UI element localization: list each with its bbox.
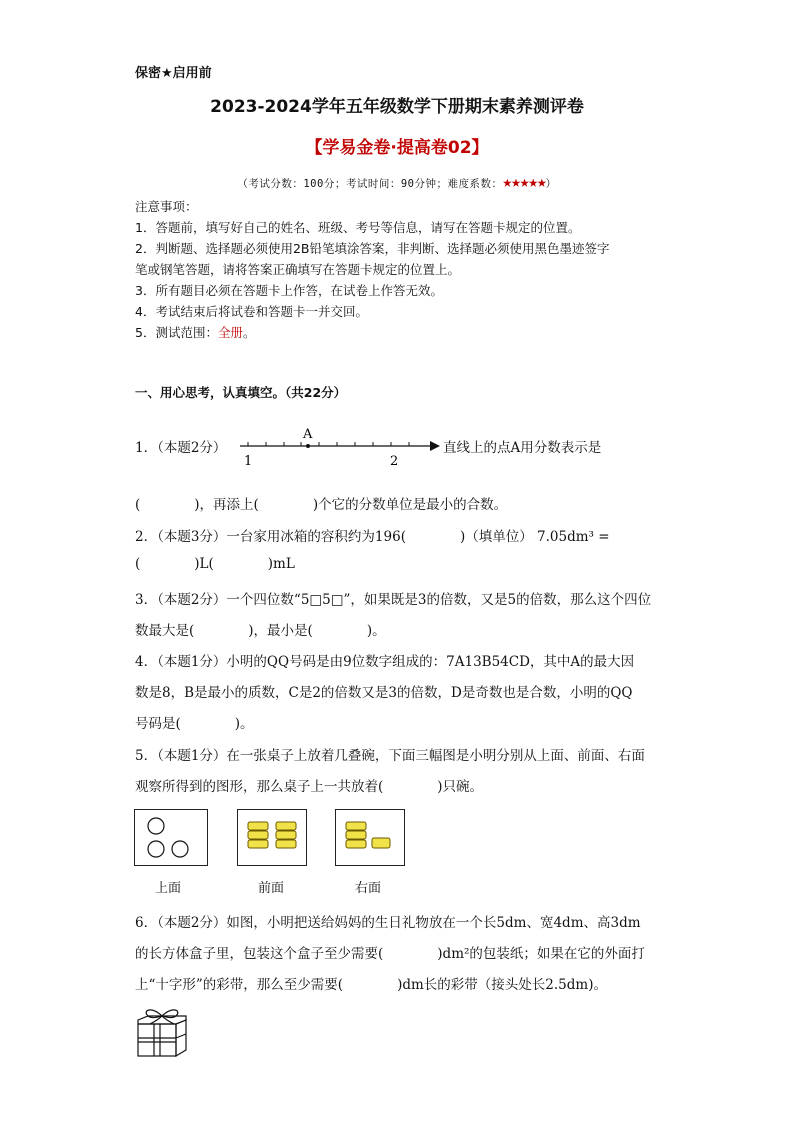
q6-text-end: )dm长的彩带（接头处长2.5dm)。 (397, 977, 607, 993)
top-view-figure (135, 810, 207, 865)
q2-line2 (135, 556, 295, 572)
exam-info-prefix: （考试分数：100分；考试时间：90分钟；难度系数： (237, 178, 503, 190)
tick-marks (248, 442, 409, 446)
front-view-figure (238, 810, 306, 865)
bowl-stack-left (248, 822, 268, 848)
notes-block (135, 196, 609, 343)
q3-text-end: )。 (366, 623, 386, 639)
note-item: 4．考试结束后将试卷和答题卡一并交回。 (135, 304, 368, 319)
exam-info (0, 172, 794, 191)
confidential-label: 保密★启用前 (135, 66, 212, 81)
q1-text: )，再添上( (194, 497, 259, 513)
note-item-scope (135, 322, 609, 343)
bowl-icon (372, 838, 390, 848)
note-item: 2．判断题、选择题必须使用2B铅笔填涂答案，非判断、选择题必须使用黑色墨迹签字 (135, 241, 610, 256)
bowl-icon (276, 822, 296, 830)
bowl-icon (276, 840, 296, 848)
note-item: 笔或钢笔答题，请将答案正确填写在答题卡规定的位置上。 (135, 262, 461, 277)
q6-text: )dm²的包装纸；如果在它的外面打 (437, 946, 645, 962)
bowl-icon (346, 822, 366, 830)
q4-line2: 数是8，B是最小的质数，C是2的倍数又是3的倍数，D是奇数也是合数，小明的QQ (135, 685, 633, 701)
q2-blank-open: ( (135, 556, 141, 572)
circle-icon (148, 841, 164, 857)
scope-label: 5．测试范围： (135, 325, 218, 340)
q2-line1 (135, 525, 610, 545)
bowl-icon (346, 840, 366, 848)
q4-line3 (135, 712, 254, 732)
q2-unit-ml: )mL (267, 556, 295, 572)
q1-line2 (135, 493, 507, 513)
scope-end: 。 (242, 325, 256, 340)
bowl-icon (248, 840, 268, 848)
difficulty-stars: ★★★★★ (502, 172, 546, 191)
tick-label-2: 2 (390, 454, 399, 469)
scope-value: 全册 (217, 325, 243, 340)
front-view-box (237, 809, 307, 866)
q1-blank-open: ( (135, 497, 141, 513)
q6-text: 上“十字形”的彩带，那么至少需要( (135, 977, 344, 993)
q5-text: 观察所得到的图形，那么桌子上一共放着( (135, 779, 384, 795)
q3-line1: 3．（本题2分）一个四位数“5□5□”，如果既是3的倍数，又是5的倍数，那么这个四位 (135, 592, 652, 608)
note-item: 1．答题前，填写好自己的姓名、班级、考号等信息，请写在答题卡规定的位置。 (135, 220, 581, 235)
gift-box-icon (134, 1004, 190, 1058)
q4-text-end: )。 (234, 716, 254, 732)
note-item: 3．所有题目必须在答题卡上作答，在试卷上作答无效。 (135, 283, 443, 298)
notes-heading: 注意事项： (135, 199, 198, 214)
caption-front-view: 前面 (258, 881, 285, 896)
q6-line1: 6．（本题2分）如图，小明把送给妈妈的生日礼物放在一个长5dm、宽4dm、高3dm (135, 915, 641, 931)
page-subtitle: 【学易金卷·提高卷02】 (305, 138, 489, 158)
q1-question-text: 直线上的点A用分数表示是 (443, 440, 602, 456)
caption-top-view: 上面 (155, 881, 182, 896)
q4-line1: 4．（本题1分）小明的QQ号码是由9位数字组成的：7A13B54CD，其中A的最大因 (135, 654, 635, 670)
top-view-box (134, 809, 208, 866)
q3-line2 (135, 619, 386, 639)
right-view-box (335, 809, 405, 866)
q1-text-end: )个它的分数单位是最小的合数。 (312, 497, 508, 513)
bowl-icon (346, 831, 366, 839)
q2-text: 2．（本题3分）一台家用冰箱的容积约为196( (135, 529, 406, 545)
page-title: 2023-2024学年五年级数学下册期末素养测评卷 (210, 97, 584, 117)
bowl-icon (248, 831, 268, 839)
q6-line3 (135, 973, 607, 993)
q6-line2 (135, 942, 645, 962)
bowl-stack-short (372, 838, 390, 848)
bowl-icon (276, 831, 296, 839)
arrow-icon (430, 441, 440, 451)
q1-prefix: 1．（本题2分） (135, 440, 227, 456)
bowl-icon (248, 822, 268, 830)
q5-text-end: )只碗。 (437, 779, 484, 795)
q3-text: 数最大是( (135, 623, 195, 639)
q6-text: 的长方体盒子里，包装这个盒子至少需要( (135, 946, 384, 962)
exam-info-suffix: ） (545, 178, 557, 190)
q2-text-units: )（填单位） 7.05dm³ = (459, 529, 610, 545)
caption-right-view: 右面 (355, 881, 382, 896)
circle-icon (148, 818, 164, 834)
section-1-title: 一、用心思考，认真填空。（共22分） (135, 385, 347, 400)
bowl-stack-right (276, 822, 296, 848)
right-view-figure (336, 810, 404, 865)
bowl-stack-tall (346, 822, 366, 848)
point-a-marker (306, 444, 310, 448)
q4-text: 号码是( (135, 716, 181, 732)
q3-text: )，最小是( (248, 623, 313, 639)
q5-line2 (135, 775, 483, 795)
circle-icon (172, 841, 188, 857)
number-line-figure (234, 424, 444, 472)
q5-line1: 5．（本题1分）在一张桌子上放着几叠碗，下面三幅图是小明分别从上面、前面、右面 (135, 748, 645, 764)
tick-label-1: 1 (244, 454, 253, 469)
q2-unit-l: )L( (194, 556, 214, 572)
point-a-label: A (303, 427, 313, 442)
